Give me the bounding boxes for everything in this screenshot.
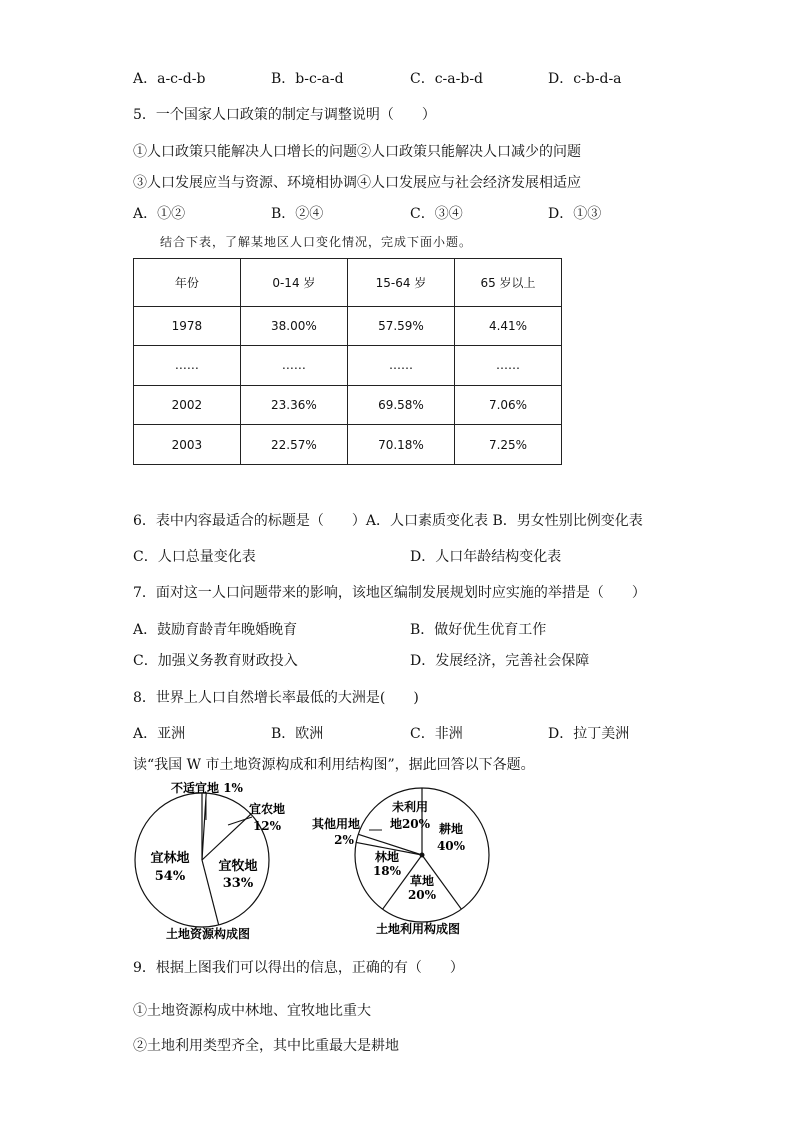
pie-center-dot (420, 853, 425, 858)
table-cell: 57.59% (347, 306, 454, 346)
land-resource-pie (135, 780, 285, 941)
table-cell: 1978 (134, 306, 241, 346)
slice-value-farmland: 12% (252, 819, 282, 833)
q6-option-c: C．人口总量变化表 (133, 549, 256, 565)
q8-stem: 8．世界上人口自然增长率最低的大洲是( ) (133, 690, 419, 706)
slice-value-cultivated: 40% (436, 839, 466, 853)
table-cell: 22.57% (240, 425, 347, 465)
q9-statement-1: ①土地资源构成中林地、宜牧地比重大 (133, 1003, 371, 1019)
q5-option-d: D．①③ (548, 206, 602, 222)
slice-value-forest: 54% (154, 869, 186, 884)
table-cell: 69.58% (347, 385, 454, 425)
q7-option-b: B．做好优生优育工作 (410, 622, 547, 638)
q7-option-d: D．发展经济，完善社会保障 (410, 653, 590, 669)
slice-label-cultivated: 耕地 (438, 822, 464, 836)
table-cell: …… (240, 346, 347, 386)
q8-option-b: B．欧洲 (271, 726, 324, 742)
table-cell: 23.36% (240, 385, 347, 425)
q6-option-d: D．人口年龄结构变化表 (410, 549, 562, 565)
table-cell: …… (134, 346, 241, 386)
header-year: 年份 (134, 259, 241, 307)
q5-statements-1: ①人口政策只能解决人口增长的问题②人口政策只能解决人口减少的问题 (133, 144, 581, 160)
q5-option-b: B．②④ (271, 206, 324, 222)
header-age-15-64: 15-64 岁 (347, 259, 454, 307)
slice-label-pasture: 宜牧地 (218, 859, 258, 874)
table-cell: 7.06% (455, 385, 562, 425)
table-cell: 38.00% (240, 306, 347, 346)
slice-label-unused: 未利用 (391, 800, 429, 814)
slice-value-other: 2% (334, 833, 354, 847)
q6-stem: 6．表中内容最适合的标题是（ ）A．人口素质变化表 B．男女性别比例变化表 (133, 513, 643, 529)
slice-label-farmland: 宜农地 (248, 802, 286, 816)
q4-option-d: D．c-b-d-a (548, 71, 622, 87)
land-pie-charts (0, 780, 794, 960)
slice-value-unused: 地20% (389, 817, 431, 831)
slice-value-woodland: 18% (372, 864, 402, 878)
chart-intro: 读“我国 W 市土地资源构成和利用结构图”，据此回答以下各题。 (133, 757, 535, 773)
q4-option-c: C．c-a-b-d (410, 71, 484, 87)
slice-label-unsuitable: 不适宜地 1% (171, 781, 243, 795)
header-age-0-14: 0-14 岁 (240, 259, 347, 307)
table-intro: 结合下表，了解某地区人口变化情况，完成下面小题。 (160, 235, 473, 249)
table-cell: …… (455, 346, 562, 386)
slice-label-woodland: 林地 (374, 850, 400, 864)
table-cell: 2002 (134, 385, 241, 425)
q4-option-a: A．a-c-d-b (133, 71, 206, 87)
land-use-pie (312, 788, 489, 936)
slice-label-other: 其他用地 (311, 817, 361, 831)
table-cell: 70.18% (347, 425, 454, 465)
slice-value-grassland: 20% (407, 888, 437, 902)
q8-option-c: C．非洲 (410, 726, 463, 742)
q5-statements-2: ③人口发展应当与资源、环境相协调④人口发展应与社会经济发展相适应 (133, 175, 581, 191)
table-header-row (134, 259, 562, 307)
q8-option-a: A．亚洲 (133, 726, 186, 742)
q5-option-c: C．③④ (410, 206, 463, 222)
table-cell: 4.41% (455, 306, 562, 346)
slice-label-grassland: 草地 (409, 874, 435, 888)
table-cell: …… (347, 346, 454, 386)
q9-statement-2: ②土地利用类型齐全，其中比重最大是耕地 (133, 1038, 399, 1054)
table-row (134, 385, 562, 425)
population-age-table (133, 258, 562, 465)
q9-stem: 9．根据上图我们可以得出的信息，正确的有（ ） (133, 960, 464, 976)
q5-stem: 5．一个国家人口政策的制定与调整说明（ ） (133, 107, 436, 123)
header-age-65-plus: 65 岁以上 (455, 259, 562, 307)
slice-label-forest: 宜林地 (150, 851, 190, 866)
table-cell: 2003 (134, 425, 241, 465)
slice-value-pasture: 33% (222, 876, 254, 891)
q8-option-d: D．拉丁美洲 (548, 726, 630, 742)
q5-option-a: A．①② (133, 206, 186, 222)
q7-option-a: A．鼓励育龄青年晚婚晚育 (133, 622, 298, 638)
table-row (134, 346, 562, 386)
q4-option-b: B．b-c-a-d (271, 71, 344, 87)
table-cell: 7.25% (455, 425, 562, 465)
table-row (134, 425, 562, 465)
table-row (134, 306, 562, 346)
q7-stem: 7．面对这一人口问题带来的影响，该地区编制发展规划时应实施的举措是（ ） (133, 585, 646, 601)
chart-title-land-resource: 土地资源构成图 (165, 927, 251, 941)
q7-option-c: C．加强义务教育财政投入 (133, 653, 298, 669)
chart-title-land-use: 土地利用构成图 (375, 922, 461, 936)
